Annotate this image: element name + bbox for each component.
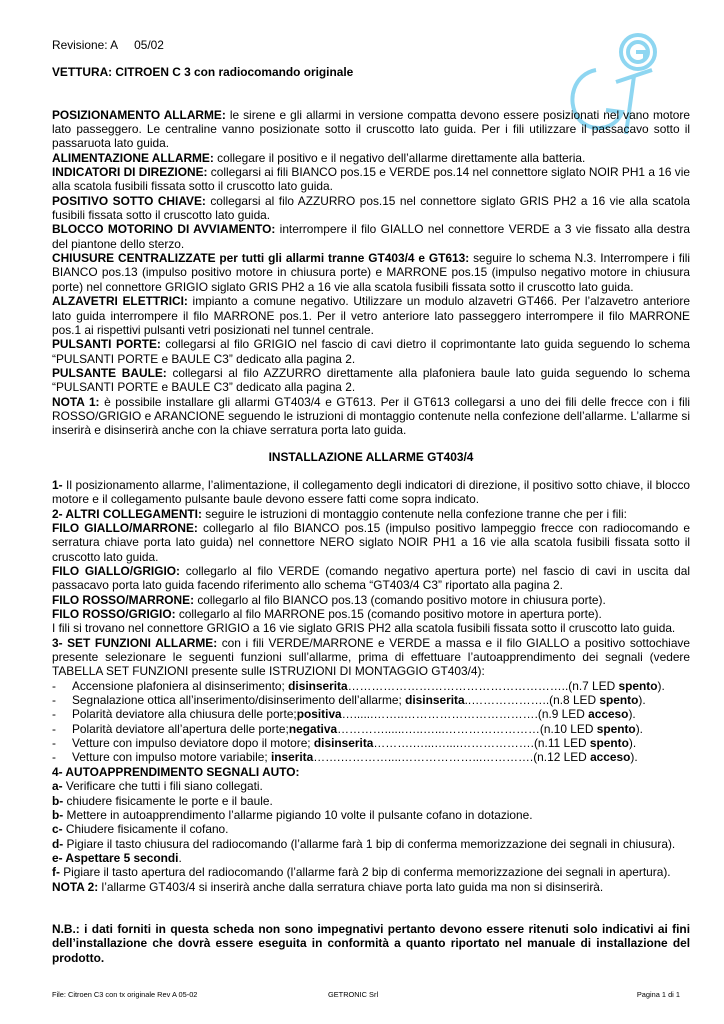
install-paragraph xyxy=(52,607,690,621)
function-dash: - xyxy=(52,721,56,736)
install-paragraph-text: collegarlo al filo BIANCO pos.13 (comando positivo motore in chiusura porte). xyxy=(194,592,606,607)
install-paragraph-text: Il posizionamento allarme, l’alimentazione, il collegamento degli indicatori di direzione, il positivo sotto chiave, il blocco motore e il collegamento pulsante baule devono essere fatti come sopra indicato. xyxy=(52,477,690,507)
auto-step-label: NOTA 2: xyxy=(52,879,99,894)
intro-paragraph-text: collegarsi al filo AZZURRO pos.15 nel connettore siglato GRIS PH2 a 16 vie alla scatola fusibili fissata sotto il cruscotto lato guida. xyxy=(52,193,690,223)
function-dots: ..……………….. xyxy=(464,693,550,708)
install-paragraph xyxy=(52,564,690,593)
intro-paragraph xyxy=(52,251,690,294)
install-paragraph-text: con i fili VERDE/MARRONE e VERDE a massa e il filo GIALLO a positivo sottochiave presente selezionare le seguenti funzioni sull’allarme, prima di effettuare l’autoapprendimento dei segnali (vedere TABELLA SET FUNZIONI presente sulle ISTRUZIONI DI MONTAGGIO GT403/4): xyxy=(52,635,690,679)
intro-paragraph-label: ALZAVETRI ELETTRICI: xyxy=(52,294,188,309)
auto-step-label: d- xyxy=(52,836,64,851)
intro-paragraph-text: seguire lo schema N.3. Interrompere i fili BIANCO pos.13 (impulso positivo motore in chiusura porte) e MARRONE pos.15 (impulso negativo motore in chiusura porte) nel connettore GRIGIO siglato GRIS PH2 a 16 vie alla scatola fusibili fissata sotto il cruscotto lato guida. xyxy=(52,251,690,294)
install-paragraph xyxy=(52,521,690,564)
intro-paragraph-label: CHIUSURE CENTRALIZZATE per tutti gli allarmi tranne GT403/4 e GT613: xyxy=(52,251,470,266)
intro-paragraph-text: collegarsi al filo AZZURRO direttamente alla plafoniera baule lato guida seguendo lo schema “PULSANTI PORTE e BAULE C3” dedicato alla pagina 2. xyxy=(52,365,690,395)
function-text: Vetture con impulso deviatore dopo il motore; disinserita……….…...…....……………….(n.11 LED spento). xyxy=(72,736,637,751)
vehicle-title: VETTURA: CITROEN C 3 con radiocomando originale xyxy=(52,65,354,80)
auto-step-label: e- Aspettare 5 secondi xyxy=(52,850,179,865)
auto-step-text: Pigiare il tasto chiusura del radiocomando (l’allarme farà 1 bip di conferma memorizzazione dei segnali in chiusura). xyxy=(63,836,676,851)
auto-step xyxy=(52,880,690,894)
intro-paragraph-text: le sirene e gli allarmi in versione compatta devono essere posizionati nel vano motore lato passeggero. Le centraline vanno posizionate sotto il cruscotto lato guida. Per i fili utilizzare il passacavo sotto il passaruota lato guida. xyxy=(52,107,690,151)
install-paragraph-text: collegarlo al filo VERDE (comando negativo apertura porte) nel fascio di cavi in uscita dal passacavo porta lato guida facendo riferimento allo schema “GT403/4 C3” riportato alla pagina 2. xyxy=(52,564,690,593)
function-text: Polarità deviatore alla chiusura delle porte;positiva…......……..…………………………….(n.9 LED acceso). xyxy=(72,707,636,722)
function-dots: ……………………………………………….. xyxy=(347,678,569,693)
function-value: disinserita xyxy=(288,678,348,693)
function-text: Accensione plafoniera al disinserimento; disinserita………………………………………………..(n.7 LED spento). xyxy=(72,678,665,693)
intro-paragraph-text: collegare il positivo e il negativo dell’allarme direttamente alla batteria. xyxy=(213,150,586,165)
led-state: spento xyxy=(596,721,636,736)
auto-step-label: b- xyxy=(52,793,64,808)
install-paragraph-label: 2- ALTRI COLLEGAMENTI: xyxy=(52,506,202,521)
led-state: spento xyxy=(599,693,639,708)
install-paragraph-text: seguire le istruzioni di montaggio contenute nella confezione tranne che per i fili: xyxy=(201,506,627,521)
intro-paragraph xyxy=(52,294,690,337)
install-paragraph-label: FILO ROSSO/MARRONE: xyxy=(52,592,195,607)
auto-step xyxy=(52,808,690,822)
function-value: negativa xyxy=(288,721,338,736)
function-row xyxy=(52,707,690,721)
auto-step-text: l’allarme GT403/4 si inserirà anche dalla serratura chiave porta lato guida ma non si disinserirà. xyxy=(98,879,604,894)
function-dots: …......……..……………………………. xyxy=(341,707,538,722)
install-paragraph-text: I fili si trovano nel connettore GRIGIO a 16 vie siglato GRIS PH2 alla scatola fusibili fissata sotto il cruscotto lato guida. xyxy=(52,621,676,636)
function-dash: - xyxy=(52,736,56,751)
footer-page: Pagina 1 di 1 xyxy=(636,990,680,999)
intro-paragraph xyxy=(52,108,690,151)
function-dots: ……….…...…....………………. xyxy=(373,736,534,751)
nb-note: N.B.: i dati forniti in questa scheda non sono impegnativi pertanto devono essere ritenuti solo indicativi ai fini dell’installazione che dovrà essere eseguita in conformità a quanto riportato nel manuale di installazione del prodotto. xyxy=(52,921,690,965)
intro-paragraph-text: interrompere il filo GIALLO nel connettore VERDE a 3 vie fissato alla destra del piantone dello sterzo. xyxy=(52,222,691,251)
install-paragraph xyxy=(52,478,690,507)
led-state: acceso xyxy=(590,750,631,765)
auto-step-text: Mettere in autoapprendimento l’allarme pigiando 10 volte il pulsante cofano in dotazione. xyxy=(63,807,533,822)
intro-paragraph-text: è possibile installare gli allarmi GT403/4 e GT613. Per il GT613 collegarsi a uno dei fili delle frecce con i fili ROSSO/GRIGIO e ARANCIONE seguendo le istruzioni di montaggio contenute nella confezione dell’allarme. L’allarme si inserirà e disinserirà anche con la chiave serratura porta lato guida. xyxy=(52,394,690,438)
function-value: inserita xyxy=(270,750,314,765)
install-paragraph xyxy=(52,621,690,635)
auto-step xyxy=(52,851,690,865)
auto-step xyxy=(52,822,690,836)
function-row xyxy=(52,679,690,693)
intro-section xyxy=(52,108,690,438)
function-text: Vetture con impulso motore variabile; inserita…….…………....………………...………….(n.12 LED acceso). xyxy=(72,750,638,765)
led-state: spento xyxy=(589,736,629,751)
install-paragraph-label: FILO GIALLO/MARRONE: xyxy=(52,520,198,535)
auto-step-label: a- xyxy=(52,779,63,794)
intro-paragraph xyxy=(52,151,690,165)
install-paragraph xyxy=(52,636,690,679)
function-row xyxy=(52,693,690,707)
document-page xyxy=(52,38,690,965)
intro-paragraph-label: NOTA 1: xyxy=(52,394,100,409)
function-dash: - xyxy=(52,678,56,693)
intro-paragraph xyxy=(52,222,690,251)
function-row xyxy=(52,750,690,764)
function-dash: - xyxy=(52,750,56,765)
install-section xyxy=(52,478,690,679)
auto-steps xyxy=(52,779,690,894)
function-text: Segnalazione ottica all’inserimento/disinserimento dell’allarme; disinserita..………………..(n.8 LED spento). xyxy=(72,693,646,708)
auto-step-text: Pigiare il tasto apertura del radiocomando (l’allarme farà 2 bip di conferma memorizzazione dei segnali in apertura). xyxy=(59,865,671,880)
led-state: acceso xyxy=(588,707,629,722)
install-paragraph-label: FILO GIALLO/GRIGIO: xyxy=(52,564,180,578)
function-value: disinserita xyxy=(405,693,465,708)
intro-paragraph-label: POSITIVO SOTTO CHIAVE: xyxy=(52,193,206,208)
auto-step xyxy=(52,779,690,793)
section-title: INSTALLAZIONE ALLARME GT403/4 xyxy=(268,449,474,464)
function-text: Polarità deviatore all’apertura delle porte;negativa…………......…..…...……………………(n.10 LED spento). xyxy=(72,721,643,736)
install-paragraph-label: FILO ROSSO/GRIGIO: xyxy=(52,607,176,622)
function-dots: …….…………....………………...…………. xyxy=(313,750,534,765)
auto-step xyxy=(52,837,690,851)
auto-step-label: f- xyxy=(52,865,60,880)
intro-paragraph xyxy=(52,395,690,438)
auto-step-text: Verificare che tutti i fili siano collegati. xyxy=(62,779,263,794)
auto-step xyxy=(52,865,690,879)
intro-paragraph-label: BLOCCO MOTORINO DI AVVIAMENTO: xyxy=(52,222,276,237)
intro-paragraph xyxy=(52,165,690,194)
auto-step-label: c- xyxy=(52,822,63,837)
function-dots: …………......…..…...…………………… xyxy=(337,721,540,736)
install-paragraph-label: 1- xyxy=(52,477,63,492)
auto-title: 4- AUTOAPPRENDIMENTO SEGNALI AUTO: xyxy=(52,764,300,779)
install-paragraph-text: collegarlo al filo BIANCO pos.15 (impulso positivo lampeggio frecce con radiocomando e serratura chiave porta lato guida) nel connettore NERO siglato NOIR PH1 a 16 vie alla scatola fusibili fissata sotto il cruscotto lato guida. xyxy=(52,520,691,564)
function-row xyxy=(52,722,690,736)
revision-line xyxy=(52,38,690,52)
intro-paragraph-label: INDICATORI DI DIREZIONE: xyxy=(52,165,208,180)
auto-step-text: Chiudere fisicamente il cofano. xyxy=(62,822,229,837)
function-row xyxy=(52,736,690,750)
install-paragraph xyxy=(52,593,690,607)
intro-paragraph-text: collegarsi ai fili BIANCO pos.15 e VERDE pos.14 nel connettore siglato NOIR PH1 a 16 vie alla scatola fusibili fissata sotto il cruscotto lato guida. xyxy=(52,165,690,194)
function-dash: - xyxy=(52,707,56,722)
revision-date: 05/02 xyxy=(134,38,164,52)
revision-label: Revisione: A xyxy=(52,38,119,52)
footer-file: File: Citroen C3 con tx originale Rev A 05-02 xyxy=(52,990,198,999)
function-dash: - xyxy=(52,693,56,708)
led-state: spento xyxy=(618,678,658,693)
intro-paragraph-label: ALIMENTAZIONE ALLARME: xyxy=(52,150,214,165)
function-list xyxy=(52,679,690,765)
install-paragraph xyxy=(52,507,690,521)
intro-paragraph-text: collegarsi al filo GRIGIO nel fascio di cavi dietro il coprimontante lato guida seguendo lo schema “PULSANTI PORTE e BAULE C3” dedicato alla pagina 2. xyxy=(52,337,690,366)
footer-company: GETRONIC Srl xyxy=(328,990,379,999)
intro-paragraph-text: impianto a comune negativo. Utilizzare un modulo alzavetri GT466. Per l’alzavetro anteriore lato guida interrompere il filo MARRONE pos.1. Per il vetro anteriore lato passeggero interrompere il filo MARRONE pos.1 ai rispettivi pulsanti vetri posizionati nel tunnel centrale. xyxy=(52,294,690,337)
function-value: disinserita xyxy=(313,736,374,751)
intro-paragraph-label: PULSANTI PORTE: xyxy=(52,337,161,352)
auto-step-text: . xyxy=(178,850,182,865)
function-value: positiva xyxy=(296,707,342,722)
auto-step-text: chiudere fisicamente le porte e il baule. xyxy=(63,793,273,808)
install-paragraph-text: collegarlo al filo MARRONE pos.15 (comando positivo motore in apertura porte). xyxy=(175,607,602,622)
intro-paragraph xyxy=(52,194,690,223)
auto-step-label: b- xyxy=(52,807,64,822)
install-paragraph-label: 3- SET FUNZIONI ALLARME: xyxy=(52,635,218,650)
intro-paragraph-label: PULSANTE BAULE: xyxy=(52,365,167,380)
intro-paragraph-label: POSIZIONAMENTO ALLARME: xyxy=(52,107,226,122)
auto-step xyxy=(52,794,690,808)
intro-paragraph xyxy=(52,337,690,366)
intro-paragraph xyxy=(52,366,690,395)
